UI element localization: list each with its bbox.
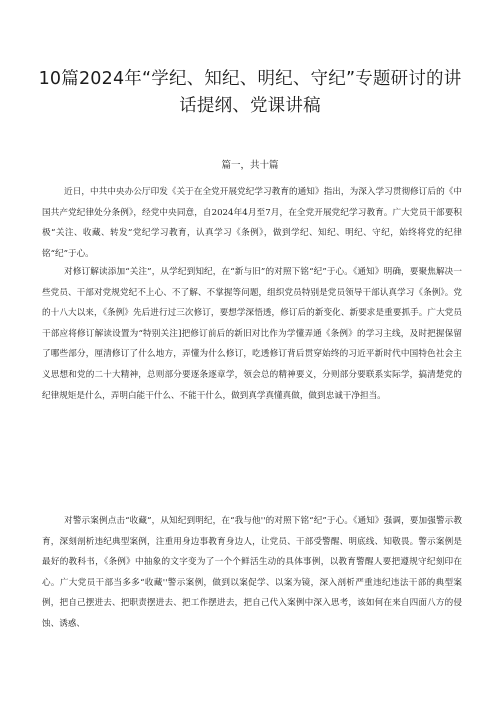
document-title: 10篇2024年“学纪、知纪、明纪、守纪”专题研讨的讲话提纲、党课讲稿 bbox=[38, 69, 462, 116]
paragraph-2 bbox=[42, 262, 462, 406]
section-heading: 篇一，共十篇 bbox=[221, 160, 279, 171]
paragraph-3-text: 对警示案例点击“收藏”，从知纪到明纪，在“我与他''的对照下铭“纪”于心。《通知》强调，要加强警示教育，深刻剖析违纪典型案例，注重用身边事教育身边人，让党员、干部受警醒、明底线、知敬畏。警示案例是最好的教科书，《条例》中抽象的文字变为了一个个鲜活生动的具体事例，以教育警醒人要把遵规守纪刻印在心。广大党员干部当多多“收藏''警示案例，做到以案促学、以案为镜，深入剖析严重违纪违法干部的典型案例，把自己摆进去、把职责摆进去、把工作摆进去，把自己代入案例中深入思考，该如何在来自四面八方的侵蚀、诱惑、 bbox=[42, 516, 462, 629]
paragraph-2-text: 对修订解读添加“关注”，从学纪到知纪，在“新与旧”的对照下铭“纪”于心。《通知》明确，要聚焦解决一些党员、干部对党规党纪不上心、不了解、不掌握等问题，组织党员特别是党员领导干部认真学习《条例》。党的十八大以来，《条例》先后进行过三次修订，要想学深悟透，修订后的新变化、新要求是重要抓手。广大党员干部应将修订解读设置为“特别关注]把修订前后的新旧对比作为学懂弄通《条例》的学习主线，及时把握保留了哪些部分，厘清修订了什么地方，弄懂为什么修订，吃透修订背后贯穿始终的习近平新时代中国特色社会主义思想和党的二十大精神，总则部分要逐条逐章学，领会总的精神要义，分则部分要联系实际学，搞清楚党的纪律规矩是什么，弄明白能干什么、不能干什么，做到真学真懂真做，做到忠诚干净担当。 bbox=[42, 267, 462, 401]
paragraph-1-text: 近日，中共中央办公厅印发《关于在全党开展党纪学习教育的通知》指出，为深入学习贯彻修订后的《中国共产党纪律处分条例》，经党中央同意，自2024年4月至7月，在全党开展党纪学习教育。广大党员干部要积极“关注、收藏、转发”党纪学习教育，认真学习《条例》，做到学纪、知纪、明纪、守纪，始终将党的纪律铭“纪”于心。 bbox=[42, 187, 462, 259]
paragraph-1 bbox=[42, 182, 462, 264]
paragraph-3 bbox=[42, 511, 462, 635]
